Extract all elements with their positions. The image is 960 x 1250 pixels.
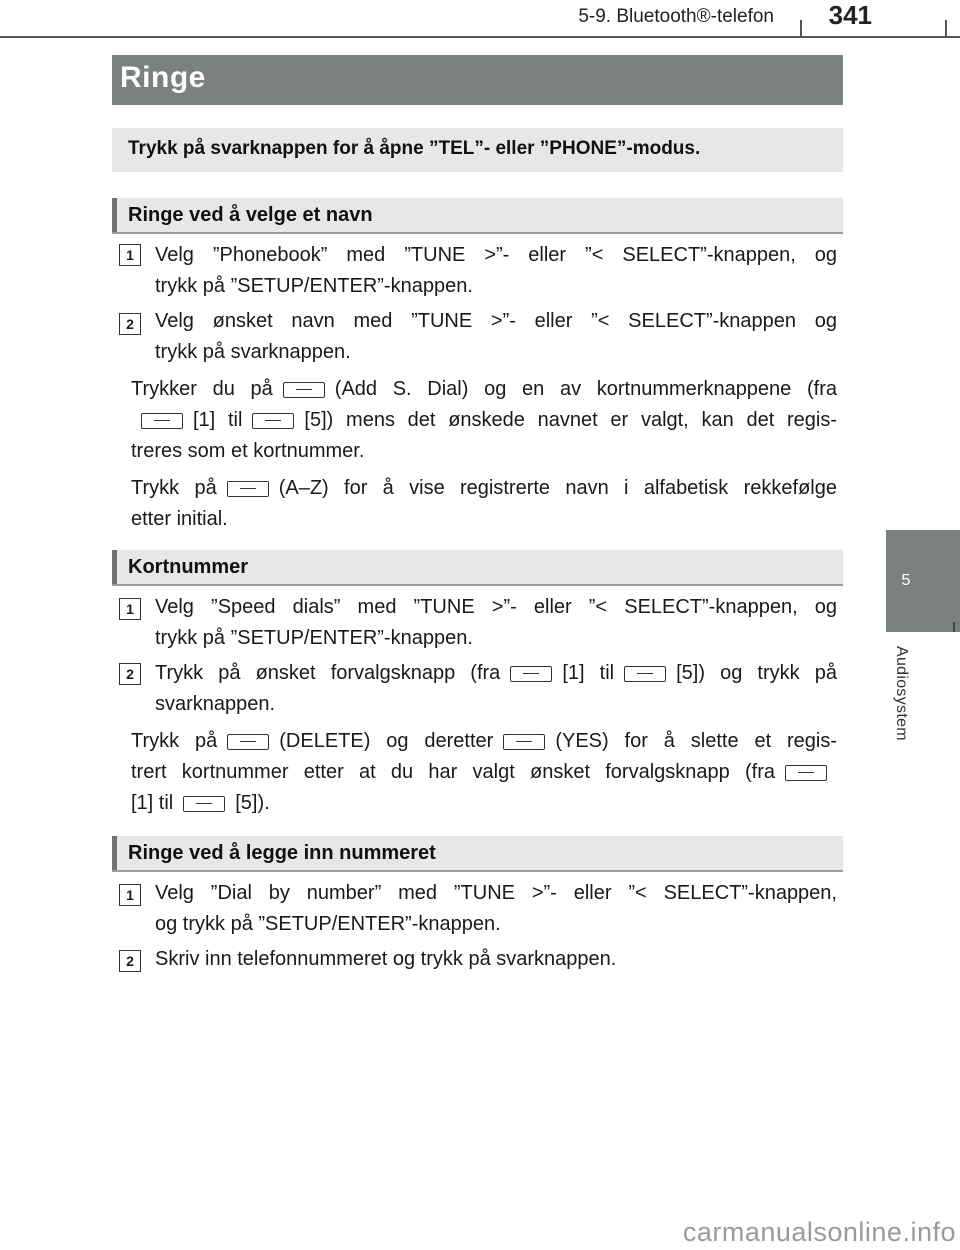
step-line: svarknappen.: [155, 693, 276, 715]
note-text: trert kortnummer etter at du har valgt ønsket forvalgsknapp (fra: [131, 761, 775, 783]
section-heading-dial-number: [112, 836, 843, 872]
step-text: [155, 240, 837, 302]
note-paragraph: [131, 374, 837, 467]
page-title: Ringe: [120, 61, 206, 94]
step-line: trykk på ”SETUP/ENTER”-knappen.: [155, 627, 473, 649]
note-line: etter initial.: [131, 508, 228, 530]
preset-button-icon: [283, 382, 325, 398]
chapter-number: 5: [901, 572, 911, 589]
note-paragraph: [131, 473, 837, 535]
section-heading-text: Ringe ved å velge et navn: [128, 204, 373, 226]
chapter-label: Audiosystem: [893, 646, 910, 741]
step-number: 1: [119, 598, 141, 620]
chapter-tab-rule: [953, 622, 955, 632]
note-line: [131, 374, 837, 405]
header-tick: [800, 20, 802, 38]
step-text-part: Trykk på ønsket forvalgsknapp (fra: [155, 662, 501, 684]
step-line: trykk på ”SETUP/ENTER”-knappen.: [155, 275, 473, 297]
step-text-part: [5]) og trykk på: [676, 662, 837, 684]
note-text: (Add S. Dial) og en av kortnummerknappene (fra: [334, 378, 837, 400]
step-number: 1: [119, 244, 141, 266]
step-text: [155, 944, 837, 975]
step-line: og trykk på ”SETUP/ENTER”-knappen.: [155, 913, 501, 935]
note-text: Trykk på: [131, 477, 217, 499]
note-text: [5]).: [235, 792, 270, 814]
preset-button-icon: [510, 666, 552, 682]
intro-text: Trykk på svarknappen for å åpne ”TEL”- eller ”PHONE”-modus.: [128, 138, 701, 159]
header-rule: [0, 36, 960, 38]
step-line: Velg ønsket navn med ”TUNE >”- eller ”< SELECT”-knappen og: [155, 310, 837, 332]
preset-button-icon: [141, 413, 183, 429]
page-number: 341: [828, 0, 872, 30]
step-text-part: [1] til: [562, 662, 615, 684]
note-line: treres som et kortnummer.: [131, 440, 365, 462]
note-text: (A–Z) for å vise registrerte navn i alfabetisk rekkefølge: [278, 477, 837, 499]
step-text: [155, 592, 837, 654]
preset-button-icon: [785, 765, 827, 781]
preset-button-icon: [624, 666, 666, 682]
watermark: carmanualsonline.info: [682, 1217, 956, 1247]
step-line: Velg ”Speed dials” med ”TUNE >”- eller ”< SELECT”-knappen, og: [155, 596, 837, 618]
step-number: 2: [119, 313, 141, 335]
section-title: 5-9. Bluetooth®-telefon: [578, 6, 774, 27]
note-text: (YES) for å slette et regis-: [555, 730, 838, 752]
section-heading-speed-dial: [112, 550, 843, 586]
section-heading-name: [112, 198, 843, 234]
note-text: [1] til: [131, 792, 174, 814]
note-text: Trykker du på: [131, 378, 273, 400]
note-line: [131, 757, 837, 788]
note-text: [5]) mens det ønskede navnet er valgt, kan det regis-: [304, 409, 837, 431]
preset-button-icon: [503, 734, 545, 750]
intro-box: [112, 128, 843, 172]
step-line: Velg ”Dial by number” med ”TUNE >”- eller ”< SELECT”-knappen,: [155, 882, 837, 904]
step-number: 2: [119, 663, 141, 685]
step-text: [155, 878, 837, 940]
preset-button-icon: [183, 796, 225, 812]
step-line: trykk på svarknappen.: [155, 341, 351, 363]
step-number: 2: [119, 950, 141, 972]
step-text: [155, 306, 837, 368]
preset-button-icon: [227, 734, 269, 750]
note-paragraph: [131, 726, 837, 819]
step-line: Velg ”Phonebook” med ”TUNE >”- eller ”< SELECT”-knappen, og: [155, 244, 837, 266]
note-text: (DELETE) og deretter: [279, 730, 494, 752]
step-number: 1: [119, 884, 141, 906]
page-title-bar: [112, 55, 843, 105]
section-heading-text: Kortnummer: [128, 556, 249, 578]
preset-button-icon: [252, 413, 294, 429]
header-tick-right: [945, 20, 947, 38]
note-line: [131, 405, 837, 436]
step-line: Skriv inn telefonnummeret og trykk på svarknappen.: [155, 948, 617, 970]
step-line: [155, 658, 837, 689]
note-text: [1] til: [193, 409, 243, 431]
note-line: [131, 473, 837, 504]
note-line: [131, 788, 837, 819]
preset-button-icon: [227, 481, 269, 497]
note-line: [131, 726, 837, 757]
note-text: Trykk på: [131, 730, 218, 752]
section-heading-text: Ringe ved å legge inn nummeret: [128, 842, 436, 864]
step-text: [155, 658, 837, 720]
